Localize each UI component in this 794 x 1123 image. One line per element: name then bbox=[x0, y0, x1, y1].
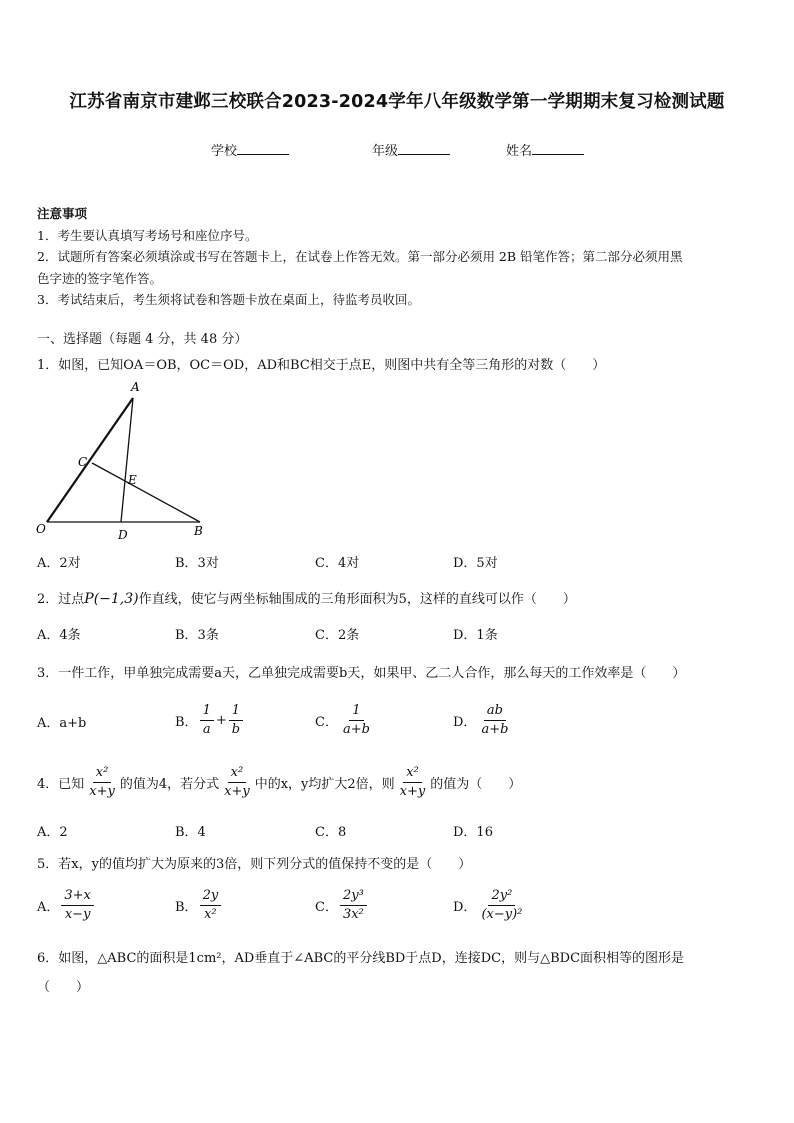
question-2-text bbox=[37, 588, 576, 607]
numerator: x² bbox=[403, 765, 422, 783]
q4-part-1: 4．已知 bbox=[37, 777, 85, 792]
question-6-text: 6．如图，△ABC的面积是1cm²，AD垂直于∠ABC的平分线BD于点D，连接DC，则与△BDC面积相等的图形是 bbox=[37, 951, 685, 966]
q4-option-a[interactable]: A．2 bbox=[37, 825, 68, 840]
fraction bbox=[340, 888, 367, 923]
denominator: a bbox=[202, 722, 211, 737]
q3-option-a[interactable]: A．a+b bbox=[37, 716, 87, 731]
fraction bbox=[340, 703, 373, 738]
q3-option-b[interactable] bbox=[175, 703, 245, 738]
q5-option-c-label: C． bbox=[315, 900, 338, 915]
grade-label: 年级 bbox=[372, 144, 399, 159]
q2-pre: 2．过点 bbox=[37, 592, 85, 607]
numerator: ab bbox=[484, 703, 506, 721]
school-blank bbox=[237, 142, 289, 155]
grade-field bbox=[372, 140, 450, 159]
grade-blank bbox=[398, 142, 450, 155]
q4-option-d[interactable]: D．16 bbox=[453, 825, 493, 840]
label-O: O bbox=[36, 522, 46, 536]
numerator: 1 bbox=[349, 703, 363, 721]
name-label: 姓名 bbox=[506, 144, 533, 159]
q2-option-a[interactable]: A．4条 bbox=[37, 628, 81, 643]
q2-option-d[interactable]: D．1条 bbox=[453, 628, 498, 643]
fraction bbox=[229, 703, 243, 738]
q4-option-b[interactable]: B．4 bbox=[175, 825, 206, 840]
numerator: 2y bbox=[200, 888, 222, 906]
question-4-text bbox=[37, 765, 521, 800]
denominator: b bbox=[231, 722, 241, 737]
q5-option-a[interactable] bbox=[37, 888, 96, 923]
q4-option-c[interactable]: C．8 bbox=[315, 825, 347, 840]
section-heading: 一、选择题（每题 4 分，共 48 分） bbox=[37, 332, 248, 347]
numerator: 2y² bbox=[488, 888, 515, 906]
plus-sign: + bbox=[215, 713, 227, 728]
notes-item: 1．考生要认真填写考场号和座位序号。 bbox=[37, 227, 258, 243]
denominator: (x−y)² bbox=[481, 907, 523, 922]
denominator: x+y bbox=[89, 784, 115, 799]
question-1-text: 1．如图，已知OA＝OB，OC＝OD，AD和BC相交于点E，则图中共有全等三角形的对数（ ） bbox=[37, 358, 606, 373]
numerator: 3+x bbox=[61, 888, 94, 906]
q3-option-c[interactable] bbox=[315, 703, 375, 738]
q5-option-b[interactable] bbox=[175, 888, 223, 923]
q1-option-a[interactable]: A．2对 bbox=[37, 556, 81, 571]
notes-block bbox=[37, 203, 759, 311]
q1-option-c[interactable]: C．4对 bbox=[315, 556, 360, 571]
q4-part-3: 中的x，y均扩大2倍，则 bbox=[254, 777, 395, 792]
q5-option-d-label: D． bbox=[453, 900, 477, 915]
numerator: x² bbox=[93, 765, 112, 783]
q5-option-c[interactable] bbox=[315, 888, 369, 923]
fraction bbox=[478, 703, 511, 738]
q5-option-d[interactable] bbox=[453, 888, 527, 923]
denominator: x+y bbox=[224, 784, 250, 799]
notes-item: 3．考试结束后，考生须将试卷和答题卡放在桌面上，待监考员收回。 bbox=[37, 292, 420, 307]
label-C: C bbox=[78, 455, 88, 469]
numerator: x² bbox=[228, 765, 247, 783]
segment-OA bbox=[47, 398, 133, 522]
question-6-paren: （ ） bbox=[37, 980, 90, 995]
q5-option-b-label: B． bbox=[175, 900, 198, 915]
numerator: 1 bbox=[200, 703, 214, 721]
label-A: A bbox=[131, 380, 140, 394]
q3-option-d-label: D． bbox=[453, 715, 477, 730]
segment-AD bbox=[121, 398, 133, 522]
q1-option-b[interactable]: B．3对 bbox=[175, 556, 219, 571]
question-3-text: 3．一件工作，甲单独完成需要a天，乙单独完成需要b天，如果甲、乙二人合作，那么每天的工作效率是（ ） bbox=[37, 666, 686, 681]
denominator: a+b bbox=[342, 722, 370, 737]
name-blank bbox=[532, 142, 584, 155]
q1-figure bbox=[30, 376, 215, 544]
denominator: a+b bbox=[481, 722, 509, 737]
fraction bbox=[86, 765, 118, 800]
label-D: D bbox=[118, 528, 128, 542]
q3-option-d[interactable] bbox=[453, 703, 513, 738]
fraction bbox=[478, 888, 525, 923]
label-B: B bbox=[194, 524, 203, 538]
school-label: 学校 bbox=[211, 144, 238, 159]
q3-option-b-label: B． bbox=[175, 715, 198, 730]
fraction bbox=[397, 765, 429, 800]
q2-point: P(−1,3) bbox=[84, 591, 139, 607]
q4-part-4: 的值为（ ） bbox=[430, 777, 522, 792]
fraction bbox=[200, 703, 214, 738]
numerator: 2y³ bbox=[340, 888, 367, 906]
notes-heading: 注意事项 bbox=[37, 206, 88, 221]
question-5-text: 5．若x，y的值均扩大为原来的3倍，则下列分式的值保持不变的是（ ） bbox=[37, 857, 472, 872]
numerator: 1 bbox=[229, 703, 243, 721]
school-field bbox=[211, 140, 289, 159]
q5-option-a-label: A． bbox=[37, 900, 60, 915]
denominator: x+y bbox=[399, 784, 426, 799]
q3-option-c-label: C． bbox=[315, 715, 338, 730]
q4-part-2: 的值为4，若分式 bbox=[119, 777, 220, 792]
q2-option-b[interactable]: B．3条 bbox=[175, 628, 219, 643]
page-title: 江苏省南京市建邺三校联合2023-2024学年八年级数学第一学期期末复习检测试题 bbox=[69, 92, 725, 112]
q1-option-d[interactable]: D．5对 bbox=[453, 556, 498, 571]
fraction bbox=[221, 765, 253, 800]
label-E: E bbox=[128, 473, 137, 487]
denominator: x² bbox=[204, 907, 217, 922]
notes-item: 2．试题所有答案必须填涂或书写在答题卡上，在试卷上作答无效。第一部分必须用 2B 铅笔作答；第二部分必须用黑 bbox=[37, 249, 683, 264]
q2-post: 作直线，使它与两坐标轴围成的三角形面积为5，这样的直线可以作（ ） bbox=[138, 592, 576, 607]
segment-CB bbox=[92, 463, 200, 522]
name-field bbox=[506, 140, 584, 159]
fraction bbox=[200, 888, 222, 923]
q2-option-c[interactable]: C．2条 bbox=[315, 628, 360, 643]
fraction bbox=[61, 888, 94, 923]
notes-item: 色字迹的签字笔作答。 bbox=[37, 270, 163, 286]
denominator: 3x² bbox=[342, 907, 364, 922]
denominator: x−y bbox=[64, 907, 91, 922]
